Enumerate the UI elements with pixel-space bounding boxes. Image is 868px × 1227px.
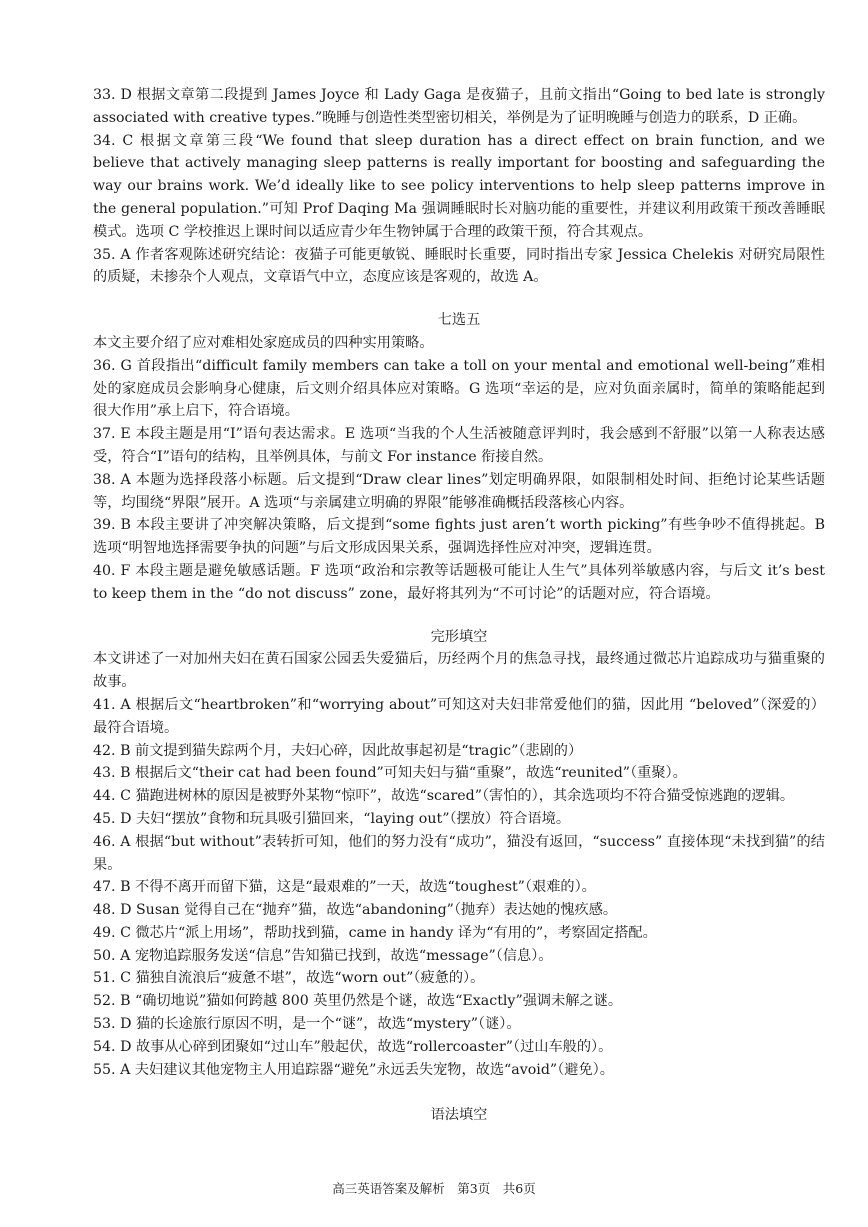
answer-item-42: 42. B 前文提到猫失踪两个月，夫妇心碎，因此故事起初是“tragic”（悲剧的）	[93, 742, 583, 759]
answer-item-49: 49. C 微芯片“派上用场”，帮助找到猫，came in handy 译为“有用的”，考察固定搭配。	[93, 924, 657, 941]
answer-item-51: 51. C 猫独自流浪后“疲惫不堪”，故选“worn out”（疲惫的）。	[93, 970, 485, 987]
grammar-fill-section	[93, 1104, 825, 1127]
answer-item-44: 44. C 猫跑进树林的原因是被野外某物“惊吓”，故选“scared”（害怕的），其余选项均不符合猫受惊逃跑的逻辑。	[93, 788, 795, 805]
answer-item-50: 50. A 宠物追踪服务发送“信息”告知猫已找到，故选“message”（信息）。	[93, 947, 553, 964]
page-footer: 高三英语答案及解析 第3页 共6页	[332, 1181, 536, 1196]
section-heading: 七选五	[437, 312, 481, 329]
answer-item-45: 45. D 夫妇“摆放”食物和玩具吸引猫回来，“laying out”（摆放）符合语境。	[93, 810, 571, 827]
section-heading: 完形填空	[430, 628, 488, 645]
answer-item-43: 43. B 根据后文“their cat had been found”可知夫妇与猫“重聚”，故选“reunited”（重聚）。	[93, 765, 687, 782]
answer-explanations	[93, 84, 825, 1127]
answer-item-33: 33. D 根据文章第二段提到 James Joyce 和 Lady Gaga 是夜猫子，且前文指出“Going to bed late is strongly associated with creative types.”晚睡与创造性类型密切相关，举例是为了证明晚睡与创造力的联系，D 正确。	[93, 87, 825, 126]
answer-item-38: 38. A 本题为选择段落小标题。后文提到“Draw clear lines”划定明确界限，如限制相处时间、拒绝讨论某些话题等，均围绕“界限”展开。A 选项“与亲属建立明确的界限”能够准确概括段落核心内容。	[93, 471, 825, 511]
answer-item-52: 52. B “确切地说”猫如何跨越 800 英里仍然是个谜，故选“Exactly”强调未解之谜。	[93, 993, 623, 1010]
answer-item-48: 48. D Susan 觉得自己在“抛弃”猫，故选“abandoning”（抛弃）表达她的愧疚感。	[93, 902, 618, 919]
answer-item-40: 40. F 本段主题是避免敏感话题。F 选项“政治和宗教等话题极可能让人生气”具体列举敏感内容，与后文 it’s best to keep them in the “do not discuss” zone，最好将其列为“不可讨论”的话题对应，符合语境。	[93, 562, 825, 602]
answer-item-55: 55. A 夫妇建议其他宠物主人用追踪器“避免”永远丢失宠物，故选“avoid”（避免）。	[93, 1061, 614, 1078]
section-heading: 语法填空	[430, 1107, 488, 1124]
seven-choose-five-section	[93, 309, 825, 605]
answer-item-34: 34. C 根据文章第三段“We found that sleep duration has a direct effect on brain function, and we believe that actively managing sleep patterns is really important for boosting and safeguarding the way our brains work. We’d ideally like to see policy interventions to help sleep patterns improve in the general population.”可知 Prof Daqing Ma 强调睡眠时长对脑功能的重要性，并建议利用政策干预改善睡眠模式。选项 C 学校推迟上课时间以适应青少年生物钟属于合理的政策干预，符合其观点。	[93, 132, 825, 240]
answer-item-37: 37. E 本段主题是用“I”语句表达需求。E 选项“当我的个人生活被随意评判时，我会感到不舒服”以第一人称表达感受，符合“I”语句的结构，且举例具体，与前文 For instance 衔接自然。	[93, 426, 825, 465]
answer-item-53: 53. D 猫的长途旅行原因不明，是一个“谜”，故选“mystery”（谜）。	[93, 1016, 521, 1033]
reading-section	[93, 84, 825, 289]
answer-item-41: 41. A 根据后文“heartbroken”和“worrying about”可知这对夫妇非常爱他们的猫，因此用 “beloved”（深爱的）最符合语境。	[93, 696, 825, 736]
answer-item-35: 35. A 作者客观陈述研究结论：夜猫子可能更敏锐、睡眠时长重要，同时指出专家 Jessica Chelekis 对研究局限性的质疑，未掺杂个人观点，文章语气中立，态度应该是客观的，故选 A。	[93, 246, 825, 286]
answer-item-47: 47. B 不得不离开而留下猫，这是“最艰难的”一天，故选“toughest”（艰难的）。	[93, 879, 596, 896]
answer-item-39: 39. B 本段主要讲了冲突解决策略，后文提到“some fights just aren’t worth picking”有些争吵不值得挑起。B 选项“明智地选择需要争执的问题”与后文形成因果关系，强调选择性应对冲突，逻辑连贯。	[93, 517, 825, 557]
answer-item-46: 46. A 根据“but without”表转折可知，他们的努力没有“成功”，猫没有返回，“success” 直接体现“未找到猫”的结果。	[93, 833, 825, 873]
answer-item-54: 54. D 故事从心碎到团聚如“过山车”般起伏，故选“rollercoaster”（过山车般的）。	[93, 1038, 613, 1055]
section-intro: 本文主要介绍了应对难相处家庭成员的四种实用策略。	[93, 334, 434, 351]
answer-item-36: 36. G 首段指出“difficult family members can take a toll on your mental and emotional well-being”难相处的家庭成员会影响身心健康，后文则介绍具体应对策略。G 选项“幸运的是，应对负面亲属时，简单的策略能起到很大作用”承上启下，符合语境。	[93, 357, 825, 420]
cloze-section	[93, 626, 825, 1082]
section-intro: 本文讲述了一对加州夫妇在黄石国家公园丢失爱猫后，历经两个月的焦急寻找，最终通过微芯片追踪成功与猫重聚的故事。	[93, 651, 825, 691]
